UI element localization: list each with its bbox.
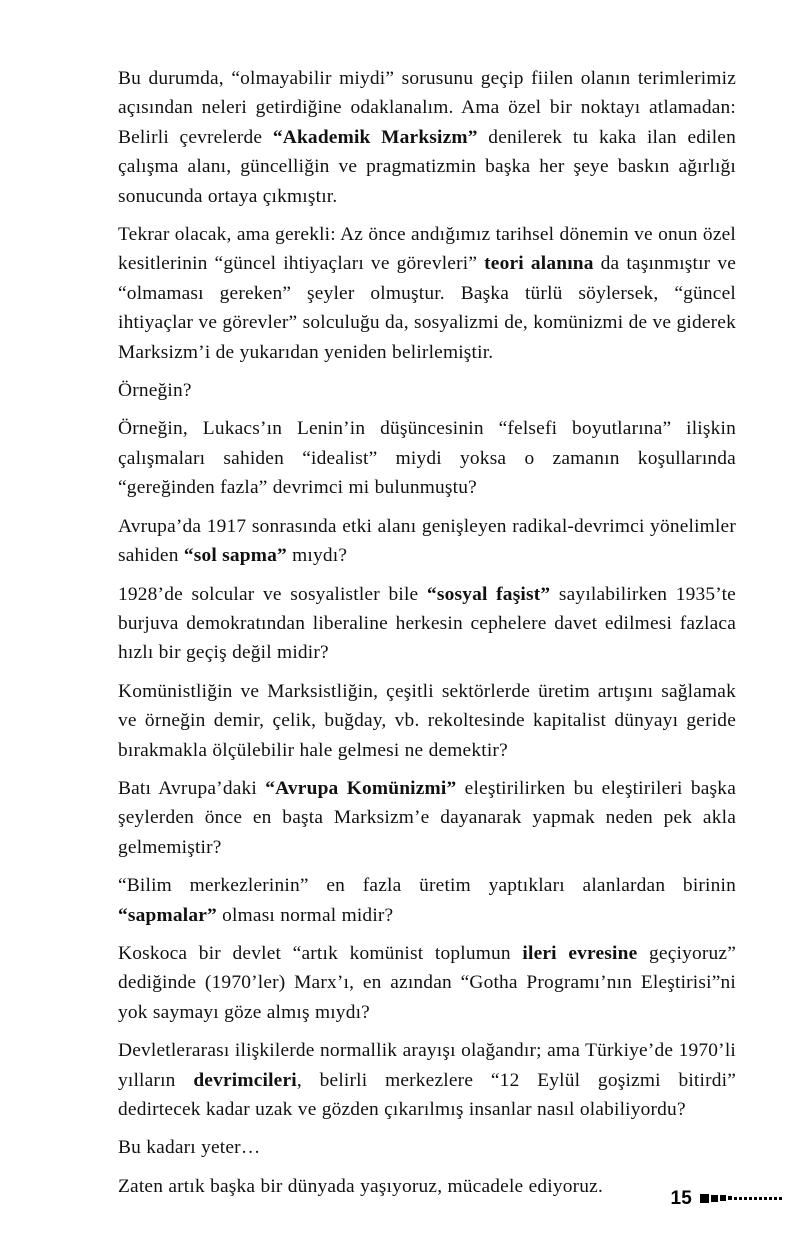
- ornament-square: [734, 1197, 737, 1200]
- page-number: 15: [670, 1187, 692, 1209]
- ornament-square: [720, 1195, 726, 1201]
- body-text: sayılabilirken 1935’te burjuva demokratından liberaline herkesin cephelere davet edilmesi fazlaca hızlı bir geçiş değil midir?: [118, 583, 736, 664]
- body-text: 1928’de solcular ve sosyalistler bile: [118, 583, 427, 605]
- emphasis-text: “Akademik Marksizm”: [272, 126, 478, 148]
- ornament-square: [764, 1197, 767, 1200]
- body-text: geçiyoruz” dediğinde (1970’ler) Marx’ı, en azından “Gotha Programı’nın Eleştirisi”ni yok saymayı göze almış mıydı?: [118, 942, 736, 1023]
- ornament-square: [711, 1195, 718, 1202]
- body-text: Zaten artık başka bir dünyada yaşıyoruz, mücadele ediyoruz.: [118, 1175, 603, 1197]
- folio-ornament-dots: [700, 1191, 782, 1205]
- emphasis-text: “sapmalar”: [118, 904, 217, 926]
- emphasis-text: teori alanına: [484, 253, 594, 275]
- body-text: olması normal midir?: [216, 904, 394, 926]
- body-text: Bu durumda, “olmayabilir miydi” sorusunu geçip fiilen olanın terimlerimiz açısından neleri getirdiğine odaklanalım. Ama özel bir noktayı atlamadan: Belirli çevrelerde: [118, 68, 736, 148]
- body-text: denilerek tu kaka ilan edilen çalışma alanı, güncelliğin ve pragmatizmin başka her şeye baskın ağırlığı sonucunda ortaya çıkmıştır.: [118, 126, 736, 207]
- page-footer-folio: [670, 1188, 782, 1208]
- emphasis-text: “sol sapma”: [183, 545, 287, 567]
- body-text: Örneğin, Lukacs’ın Lenin’in düşüncesinin “felsefi boyutlarına” ilişkin çalışmaları sahiden “idealist” miydi yoksa o zamanın koşullarında “gereğinden fazla” devrimci mi bulunmuştu?: [118, 418, 736, 499]
- body-text: Avrupa’da 1917 sonrasında etki alanı genişleyen radikal-devrimci yönelimler sahiden: [118, 515, 736, 567]
- body-text: “Bilim merkezlerinin” en fazla üretim yaptıkları alanlardan birinin: [118, 875, 736, 897]
- body-paragraph: [118, 939, 736, 1027]
- body-paragraph: [118, 774, 736, 862]
- body-text: mıydı?: [286, 545, 348, 567]
- page-text-block: [118, 64, 736, 1201]
- body-text: Örneğin?: [118, 380, 192, 402]
- body-paragraph: [118, 376, 736, 405]
- ornament-square: [769, 1197, 772, 1200]
- body-paragraph: [118, 677, 736, 765]
- body-paragraph: [118, 64, 736, 211]
- ornament-square: [700, 1194, 709, 1203]
- body-text: da taşınmıştır ve “olmaması gereken” şeyler olmuştur. Başka türlü söylersek, “güncel ihtiyaçlar ve görevler” solculuğu da, sosyalizmi de, komünizmi de ve giderek Marksizm’i de yukarıdan yeniden belirlemiştir.: [118, 253, 737, 363]
- body-text: , belirli merkezlere “12 Eylül goşizmi bitirdi” dedirtecek kadar uzak ve gözden çıkarılmış insanlar nasıl olabiliyordu?: [118, 1069, 736, 1120]
- body-paragraph: [118, 580, 736, 668]
- emphasis-text: “Avrupa Komünizmi”: [265, 777, 457, 799]
- ornament-square: [744, 1197, 747, 1200]
- body-text: Komünistliğin ve Marksistliğin, çeşitli sektörlerde üretim artışını sağlamak ve örneğin demir, çelik, buğday, vb. rekoltesinde kapitalist dünyayı geride bırakmakla ölçülebilir hale gelmesi ne demektir?: [118, 680, 736, 761]
- body-text: eleştirilirken bu eleştirileri başka şeylerden önce en başta Marksizm’e dayanarak yapmak neden pek akla gelmemiştir?: [118, 777, 736, 858]
- ornament-square: [779, 1197, 782, 1200]
- body-text: Koskoca bir devlet “artık komünist toplumun: [118, 942, 523, 964]
- body-text: Devletlerarası ilişkilerde normallik arayışı olağandır; ama Türkiye’de 1970’li yılların: [118, 1040, 736, 1091]
- emphasis-text: devrimcileri: [193, 1069, 297, 1091]
- ornament-square: [754, 1197, 757, 1200]
- emphasis-text: ileri evresine: [522, 942, 638, 964]
- body-paragraph: [118, 1036, 736, 1124]
- body-paragraph: [118, 1172, 736, 1201]
- emphasis-text: “sosyal faşist”: [426, 583, 551, 605]
- body-paragraph: [118, 414, 736, 502]
- ornament-square: [739, 1197, 742, 1200]
- body-paragraph: [118, 1133, 736, 1162]
- body-text: Tekrar olacak, ama gerekli: Az önce andığımız tarihsel dönemin ve onun özel kesitlerinin “güncel ihtiyaçları ve görevleri”: [118, 224, 736, 275]
- ornament-square: [759, 1197, 762, 1200]
- ornament-square: [728, 1196, 732, 1200]
- ornament-square: [774, 1197, 777, 1200]
- body-paragraph: [118, 512, 736, 571]
- ornament-square: [749, 1197, 752, 1200]
- body-paragraph: [118, 220, 736, 367]
- body-text: Batı Avrupa’daki: [118, 777, 266, 799]
- body-text: Bu kadarı yeter…: [118, 1137, 261, 1159]
- body-paragraph: [118, 871, 736, 930]
